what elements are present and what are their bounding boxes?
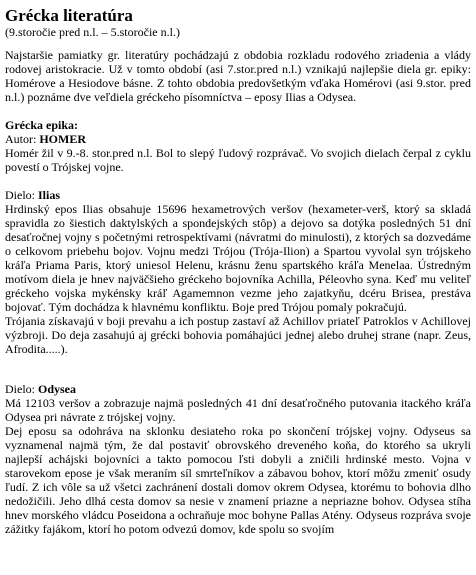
spacer (5, 104, 471, 118)
document-subtitle: (9.storočie pred n.l. – 5.storočie n.l.) (5, 25, 180, 39)
ilias-paragraph-1: Hrdinský epos Ilias obsahuje 15696 hexametrových veršov (hexameter-verš, ktorý sa skladá spravidla zo šiestich daktylských a spondejských stôp) a dejovo sa dotýka posledných 51 dní desaťročnej vojny s početnými retrospektívami (návratmi do minulosti), z ktorých sa dozvedáme o celkovom priebehu bojov. Vojnu medzi Trójou (Trója-Ilion) a Spartou vyvolal syn trójskeho kráľa Priama Paris, ktorý uniesol Helenu, krásnu ženu spartského kráľa Menelaa. Ústredným motívom diela je hnev najväčšieho gréckeho bojovníka Achilla, Péleovho syna. Keď mu veliteľ gréckeho vojska mykénsky kráľ Agamemnon vezme jeho zajatkyňu, dcéru Brisea, prestáva bojovať. Tým dochádza k hlavnému konfliktu. Boje pred Trójou pomaly pokračujú. (5, 202, 471, 314)
spacer (5, 356, 471, 382)
odysea-paragraph-2: Dej eposu sa odohráva na sklonku desiateho roka po skončení trójskej vojny. Odyseus sa vyznamenal najmä tým, že dal postaviť obrovského dreveného koňa, do ktorého sa ukryli najlepší achájski bojovníci a takto pomocou ľsti dobyli a zničili hrdinské mesto. Vojna v starovekom epose je však meraním síl smrteľníkov a zábavou bohov, ktorí môžu zmeniť osudy ľudí. Z ich vôle sa už všetci zachránení dostali domov okrem Odysea, ktorému to bohovia dlho nedožičili. Jeho dlhá cesta domov sa nesie v znamení priazne a nepriazne bohov. Odysea stíha hnev morského vládcu Poseidona a ochraňuje moc bohyne Pallas Atény. Odyseus rozpráva svoje zážitky fajákom, ktorí ho potom odvezú domov, kde spolu so svojím (5, 424, 471, 536)
work-label: Dielo: (5, 382, 38, 396)
work-line-ilias (5, 188, 471, 202)
odysea-paragraph-1: Má 12103 veršov a zobrazuje najmä posledných 41 dní desaťročného putovania itackého kráľa Odysea pri návrate z trójskej vojny. (5, 396, 471, 424)
document-title: Grécka literatúra (5, 6, 133, 25)
work-name-odysea: Odysea (38, 382, 77, 396)
author-paragraph: Homér žil v 9.-8. stor.pred n.l. Bol to slepý ľudový rozprávač. Vo svojich dielach čerpal z cyklu povestí o Trójskej vojne. (5, 146, 471, 174)
work-name-ilias: Ilias (38, 188, 61, 202)
author-name: HOMER (39, 132, 87, 146)
author-label: Autor: (5, 132, 40, 146)
work-label: Dielo: (5, 188, 38, 202)
document-page (5, 6, 471, 536)
section-heading-epika: Grécka epika: (5, 118, 78, 132)
intro-paragraph: Najstaršie pamiatky gr. literatúry pochádzajú z obdobia rozkladu rodového zriadenia a vlády rodovej aristokracie. Už v tomto období (asi 7.stor.pred n.l.) vznikajú najlepšie diela gr. epiky: Homérove a Hesiodove básne. Z tohto obdobia predovšetkým vďaka Homérovi (asi 9.stor. pred n.l.) poznáme dve veľdiela gréckeho písomníctva – eposy Ilias a Odysea. (5, 48, 471, 104)
ilias-paragraph-2: Trójania získavajú v boji prevahu a ich postup zastaví až Achillov priateľ Patroklos v Achillovej výzbroji. Do deja zasahujú aj grécki bohovia pomáhajúci jednej alebo druhej strane (napr. Zeus, Afrodita.....). (5, 314, 471, 356)
work-line-odysea (5, 382, 471, 396)
author-line (5, 132, 471, 146)
spacer (5, 174, 471, 188)
